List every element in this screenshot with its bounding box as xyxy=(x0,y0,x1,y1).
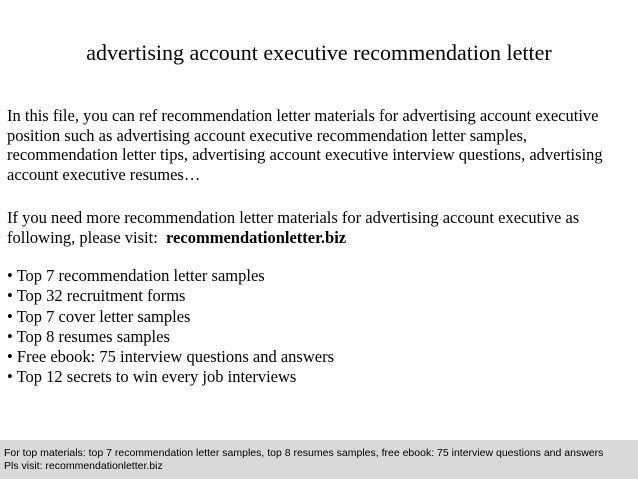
intro-paragraph: In this file, you can ref recommendation letter materials for advertising account executive position such as advertising account executive recommendation letter samples, recommendation letter tips, advertising account executive interview questions, advertising account executive resumes… xyxy=(7,106,603,184)
website-link[interactable]: recommendationletter.biz xyxy=(166,227,347,247)
footer-line-materials: For top materials: top 7 recommendation letter samples, top 8 resumes samples, free ebook: 75 interview questions and answers xyxy=(4,447,604,459)
bullet-item: • Top 7 cover letter samples xyxy=(7,306,191,326)
footer-line-visit[interactable]: Pls visit: recommendationletter.biz xyxy=(4,460,163,472)
more-info-text: If you need more recommendation letter materials for advertising account executive as following, please visit: xyxy=(7,208,580,247)
bullet-item: • Top 12 secrets to win every job interviews xyxy=(7,367,297,387)
document-title: advertising account executive recommendation letter xyxy=(86,40,552,65)
more-info-paragraph xyxy=(7,208,635,247)
footer-bar xyxy=(0,440,638,479)
bullet-item: • Free ebook: 75 interview questions and answers xyxy=(7,347,334,367)
bullet-item: • Top 8 resumes samples xyxy=(7,326,170,346)
bullet-item: • Top 32 recruitment forms xyxy=(7,286,186,306)
bullet-list xyxy=(7,266,635,388)
bullet-item: • Top 7 recommendation letter samples xyxy=(7,266,265,285)
